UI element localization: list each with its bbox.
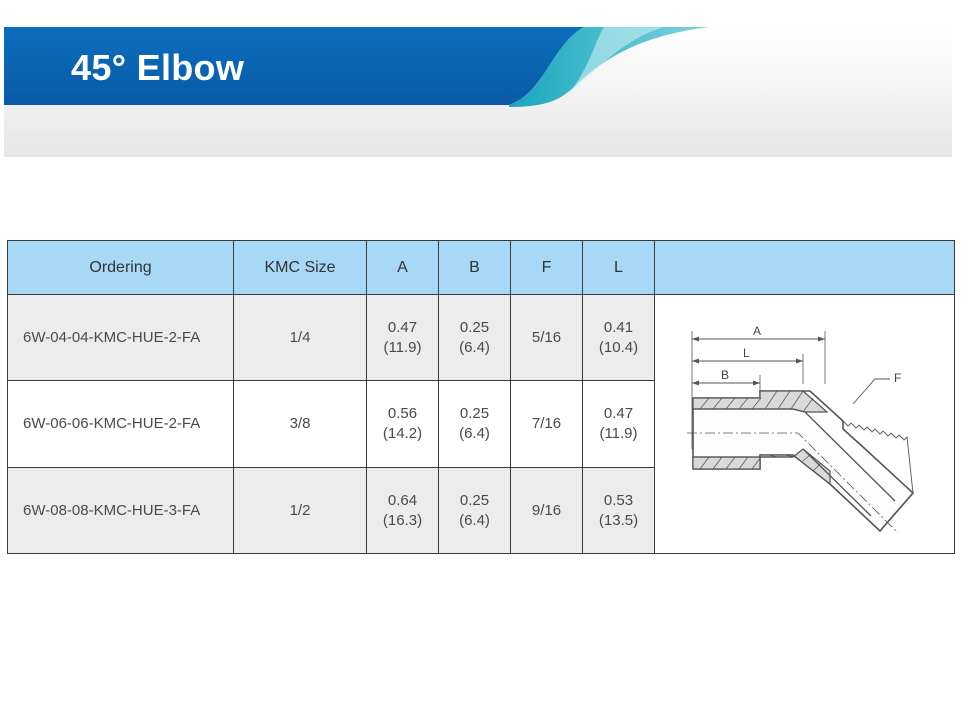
l-cell bbox=[583, 468, 655, 554]
dim-label-l: L bbox=[742, 346, 750, 360]
l-cell bbox=[583, 295, 655, 381]
col-header-ordering: Ordering bbox=[8, 241, 234, 295]
col-header-f: F bbox=[511, 241, 583, 295]
col-header-b: B bbox=[439, 241, 511, 295]
ordering-cell: 6W-04-04-KMC-HUE-2-FA bbox=[8, 295, 234, 381]
b-inch-value: 0.25 bbox=[459, 318, 490, 336]
f-cell: 9/16 bbox=[511, 468, 583, 554]
f-cell: 5/16 bbox=[511, 295, 583, 381]
col-header-a: A bbox=[367, 241, 439, 295]
l-inch-value: 0.47 bbox=[603, 405, 634, 422]
l-inch-value: 0.53 bbox=[603, 491, 634, 509]
spec-table bbox=[7, 240, 955, 554]
b-mm-value: (6.4) bbox=[459, 425, 490, 442]
b-cell bbox=[439, 468, 511, 554]
f-cell: 7/16 bbox=[511, 381, 583, 468]
dim-label-a: A bbox=[752, 324, 761, 338]
ordering-cell: 6W-08-08-KMC-HUE-3-FA bbox=[8, 468, 234, 554]
l-cell bbox=[583, 381, 655, 468]
dim-label-b: B bbox=[720, 368, 729, 382]
l-mm-value: (10.4) bbox=[598, 338, 639, 356]
a-inch-value: 0.56 bbox=[387, 405, 418, 422]
b-cell bbox=[439, 381, 511, 468]
b-mm-value: (6.4) bbox=[459, 338, 490, 356]
a-inch-value: 0.64 bbox=[387, 491, 418, 509]
a-cell bbox=[367, 295, 439, 381]
a-cell bbox=[367, 381, 439, 468]
drawing-cell bbox=[655, 295, 955, 554]
size-cell: 1/4 bbox=[234, 295, 367, 381]
a-mm-value: (11.9) bbox=[383, 338, 422, 356]
page-title: 45° Elbow bbox=[71, 47, 245, 88]
a-cell bbox=[367, 468, 439, 554]
a-mm-value: (16.3) bbox=[382, 511, 423, 529]
b-cell bbox=[439, 295, 511, 381]
ordering-cell: 6W-06-06-KMC-HUE-2-FA bbox=[8, 381, 234, 468]
b-inch-value: 0.25 bbox=[459, 405, 490, 422]
table-row bbox=[8, 295, 955, 381]
table-header-row bbox=[8, 241, 955, 295]
col-header-kmc-size: KMC Size bbox=[234, 241, 367, 295]
l-mm-value: (11.9) bbox=[599, 425, 638, 442]
b-inch-value: 0.25 bbox=[459, 491, 490, 509]
col-header-l: L bbox=[583, 241, 655, 295]
dim-label-f: F bbox=[893, 371, 901, 385]
b-mm-value: (6.4) bbox=[459, 511, 490, 529]
col-header-drawing bbox=[655, 241, 955, 295]
a-mm-value: (14.2) bbox=[382, 425, 423, 442]
header-banner bbox=[4, 27, 952, 157]
size-cell: 1/2 bbox=[234, 468, 367, 554]
l-mm-value: (13.5) bbox=[598, 511, 639, 529]
elbow-drawing bbox=[685, 309, 925, 539]
a-inch-value: 0.47 bbox=[387, 318, 418, 336]
size-cell: 3/8 bbox=[234, 381, 367, 468]
l-inch-value: 0.41 bbox=[603, 318, 634, 336]
